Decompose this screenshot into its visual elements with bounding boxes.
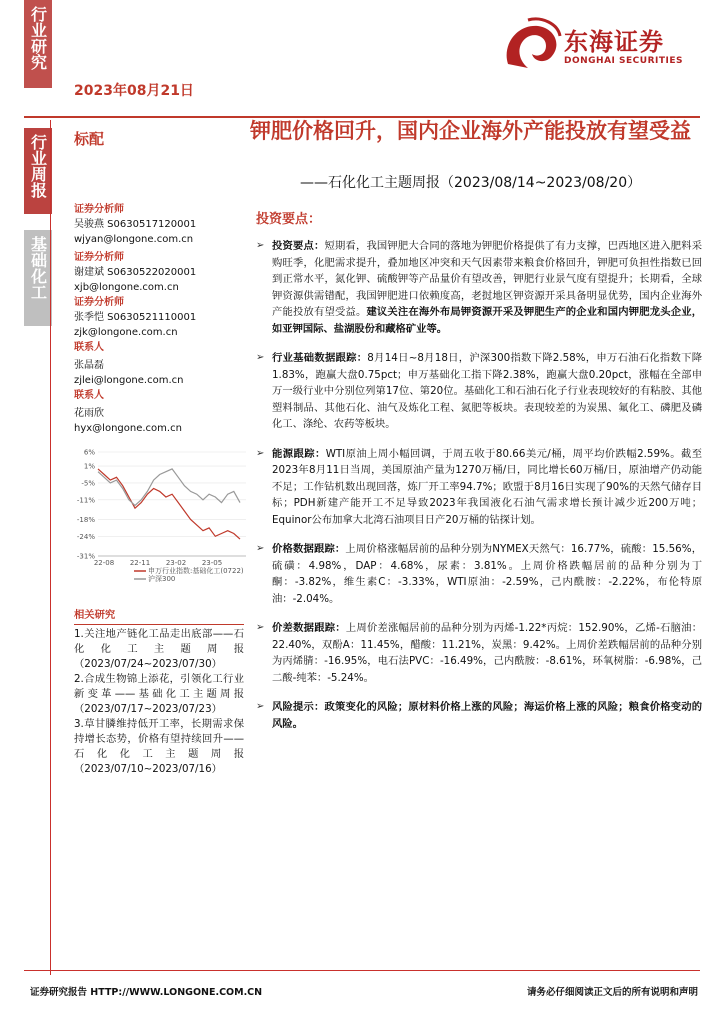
x-tick-label: 22-08 [93, 559, 115, 567]
analyst-role: 证券分析师 [74, 297, 124, 308]
analyst-entry [74, 295, 244, 340]
analyst-list [74, 202, 244, 436]
analyst-name: 吴骏燕 S0630517120001 [74, 219, 197, 230]
report-date: 2023年08月21日 [74, 83, 194, 99]
point-item [256, 446, 702, 529]
legend-label: 申万行业指数:基础化工(0722) [148, 567, 244, 575]
rating-label: 标配 [74, 130, 105, 148]
point-label: 行业基础数据跟踪： [272, 352, 368, 364]
tab-basic-chemicals [24, 230, 52, 326]
related-item[interactable]: 3.草甘膦维持低开工率，长期需求保持增长态势，价格有望持续回升——石化化工主题周报（2023/07/10~2023/07/16） [74, 718, 244, 775]
point-text: 8月14日~8月18日，沪深300指数下降2.58%，申万石油石化指数下降1.83%，跑赢大盘0.75pct；申万基础化工指下降2.38%，跑赢大盘0.20pct，涨幅在全部申万一级行业中分别位列第17位、第20位。基础化工和石油石化子行业表现较好的有粘胶、其他塑料制品、其他石化、油气及炼化工程、氮肥等板块。表现较差的为炭黑、氟化工、磷肥及磷化工、涤纶、农药等板块。 [272, 352, 702, 430]
y-tick-label: 1% [83, 462, 95, 471]
analyst-name: 谢建斌 S0630522020001 [74, 267, 197, 278]
analyst-name: 张季恺 S0630521110001 [74, 312, 197, 323]
performance-chart [74, 448, 250, 584]
x-tick-label: 23-02 [165, 559, 187, 567]
point-item [256, 238, 702, 337]
analyst-name: 花雨欣 [74, 408, 104, 419]
point-emphasis: 政策变化的风险；原材料价格上涨的风险；海运价格上涨的风险；粮食价格变动的风险。 [272, 701, 703, 730]
point-label: 风险提示： [272, 701, 325, 713]
footer-website[interactable]: 证券研究报告 HTTP://WWW.LONGONE.COM.CN [30, 987, 263, 998]
x-tick-label: 22-11 [129, 559, 151, 567]
related-item[interactable]: 2.合成生物锦上添花，引领化工行业新变革——基础化工主题周报（2023/07/17~2023/07/23） [74, 673, 244, 715]
related-item[interactable]: 1.关注地产链化工品走出底部——石化化工主题周报（2023/07/24~2023/07/30） [74, 628, 244, 670]
tab-text: 基础化工 [28, 236, 48, 300]
point-item [256, 699, 702, 732]
x-tick-label: 23-05 [201, 559, 223, 567]
points-heading: 投资要点： [256, 212, 322, 227]
tab-text: 行业周报 [28, 134, 48, 198]
y-tick-label: -31% [76, 552, 95, 561]
related-research [74, 608, 244, 777]
investment-points [256, 238, 702, 745]
analyst-email[interactable]: hyx@longone.com.cn [74, 423, 182, 434]
tab-industry-weekly [24, 128, 52, 214]
analyst-role: 证券分析师 [74, 252, 124, 263]
related-divider [74, 624, 244, 625]
point-label: 价差数据跟踪： [272, 622, 346, 634]
point-label: 投资要点： [272, 240, 325, 252]
legend-label: 沪深300 [148, 575, 176, 583]
analyst-email[interactable]: wjyan@longone.com.cn [74, 234, 194, 245]
footer-disclaimer: 请务必仔细阅读正文后的所有说明和声明 [526, 987, 698, 998]
analyst-email[interactable]: zjlei@longone.com.cn [74, 375, 184, 386]
analyst-name: 张晶磊 [74, 360, 104, 371]
y-tick-label: -5% [81, 479, 95, 488]
report-subtitle: ——石化化工主题周报（2023/08/14~2023/08/20） [300, 175, 642, 191]
analyst-email[interactable]: xjb@longone.com.cn [74, 282, 179, 293]
point-item [256, 620, 702, 686]
point-text: WTI原油上周小幅回调，于周五收于80.66美元/桶，周平均价跌幅2.59%。截至2023年8月11日当周，美国原油产量为1270万桶/日，同比增长60万桶/日，原油增产仍动能不足；工作钻机数出现回落，炼厂开工率94.7%；欧盟于8月16日实现了90%的天然气储存目标；PDH新建产能开工不足导致2023年我国液化石油气需求增长预计减少近200万吨；Equinor公布加拿大北湾石油项目日产20万桶的钻探计划。 [272, 447, 703, 526]
y-tick-label: -18% [76, 515, 95, 524]
point-emphasis: 建议关注在海外布局钾资源开采及钾肥生产的企业和国内钾肥龙头企业，如亚钾国际、盐湖股份和藏格矿业等。 [272, 306, 703, 335]
y-tick-label: -11% [76, 496, 95, 505]
logo-text-cn: 东海证券 [564, 28, 664, 56]
analyst-email[interactable]: zjk@longone.com.cn [74, 327, 178, 338]
analyst-entry [74, 250, 244, 295]
analyst-entry [74, 388, 244, 436]
report-title: 钾肥价格回升，国内企业海外产能投放有望受益 [250, 119, 691, 143]
point-text: 短期看，我国钾肥大合同的落地为钾肥价格提供了有力支撑，巴西地区进入肥料采购旺季，化肥需求提升，叠加地区冲突和天气因素带来粮食价格回升，钾肥可负担性指数已回到正常水平，氮化钾、硫酸钾等产品量价有望改善，钾肥行业景气度有望提升；长期看，全球钾资源供需错配，我国钾肥进口依赖度高，老挝地区钾资源开采具备明显优势，国内企业海外产能投放有望受益。 [272, 240, 703, 318]
logo-text-en: DONGHAI SECURITIES [564, 56, 683, 66]
series-line [98, 469, 240, 539]
point-label: 价格数据跟踪： [272, 543, 346, 555]
analyst-role: 证券分析师 [74, 204, 124, 215]
point-item [256, 350, 702, 433]
point-item [256, 541, 702, 607]
point-text: 上周价格涨幅居前的品种分别为NYMEX天然气：16.77%，硫酸：15.56%，硫磺：4.98%，DAP：4.68%，尿素：3.81%。上周价格跌幅居前的品种分别为丁酮：-3.82%，维生素C：-3.33%，WTI原油：-2.59%，己内酰胺：-2.22%，布伦特原油：-2.04%。 [272, 543, 702, 605]
point-text: 上周价差涨幅居前的品种分别为丙烯-1.22*丙烷：152.90%，乙烯-石脑油：22.40%，双酚A：11.45%，醋酸：11.21%，炭黑：9.42%。上周价差跌幅居前的品种分别为丙烯腈：-16.95%，电石法PVC：-16.49%，己内酰胺：-8.61%，环氧树脂：-6.98%，己二酸-纯苯：-5.24%。 [272, 622, 702, 684]
y-tick-label: 6% [83, 448, 95, 457]
point-label: 能源跟踪： [272, 447, 326, 460]
analyst-entry [74, 340, 244, 388]
analyst-role: 联系人 [74, 390, 104, 401]
y-tick-label: -24% [76, 532, 95, 541]
footer-divider [24, 970, 700, 971]
analyst-entry [74, 202, 244, 247]
analyst-role: 联系人 [74, 342, 104, 353]
related-heading: 相关研究 [74, 609, 116, 621]
vertical-divider [50, 120, 51, 975]
tab-industry-research [24, 0, 52, 88]
tab-text: 行业研究 [28, 6, 48, 70]
